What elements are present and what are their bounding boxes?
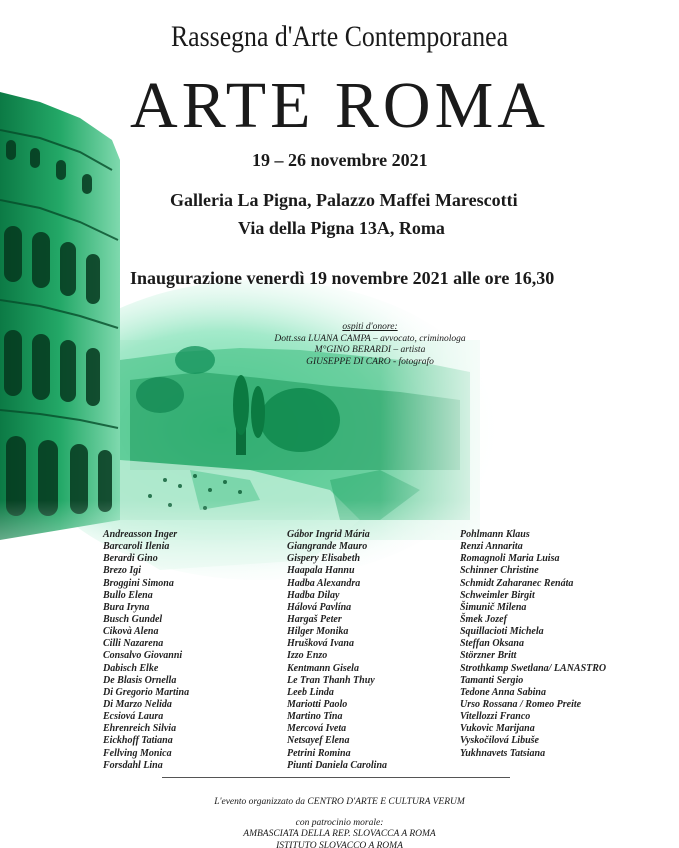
artist-name: Netsayef Elena [287, 735, 350, 747]
artist-name: Hadba Dilay [287, 589, 340, 601]
artist-name: Kentmann Gisela [287, 662, 359, 674]
artist-name: Vyskočilová Libuše [460, 735, 539, 747]
event-subtitle: Rassegna d'Arte Contemporanea [170, 20, 509, 53]
guest-line: M°GINO BERARDI – artista [314, 345, 426, 355]
guest-line: Dott.ssa LUANA CAMPA – avvocato, criminologa [274, 333, 466, 344]
organizer-line: L'evento organizzato da CENTRO D'ARTE E CULTURA VERUM [214, 797, 465, 807]
artist-name: Leeb Linda [287, 686, 334, 698]
artist-name: Hrušková Ivana [287, 638, 354, 650]
artists-column-1 [103, 529, 189, 772]
artist-name: Hargaš Peter [287, 613, 342, 625]
artist-name: Hilger Monika [287, 626, 349, 638]
artist-name: Hadba Alexandra [287, 577, 361, 589]
artist-name: Martino Tina [287, 711, 343, 723]
artist-name: Gispery Elisabeth [287, 553, 361, 565]
event-opening: Inaugurazione venerdì 19 novembre 2021 alle ore 16,30 [130, 268, 555, 288]
artist-name: Forsdahl Lina [103, 759, 163, 771]
artist-name: Fellving Monica [103, 747, 172, 759]
artist-name: Bullo Elena [103, 589, 153, 601]
artist-name: Pohlmann Klaus [460, 529, 530, 540]
artist-name: De Blasis Ornella [103, 674, 177, 686]
artist-name: Di Marzo Nelida [103, 698, 172, 710]
artist-name: Di Gregorio Martina [103, 686, 190, 698]
artist-name: Cikovà Alena [103, 626, 159, 638]
artist-name: Barcaroli Ilenia [103, 541, 170, 553]
artist-name: Šmek Jozef [460, 613, 507, 625]
artist-name: Ecsiová Laura [103, 711, 164, 723]
divider [162, 777, 510, 778]
artist-name: Ehrenreich Silvia [103, 723, 177, 735]
artist-name: Mercová Iveta [287, 723, 347, 735]
guest-line: GIUSEPPE DI CARO - fotografo [306, 356, 434, 367]
artists-column-2 [287, 529, 387, 772]
artist-name: Yukhnavets Tatsiana [460, 747, 546, 759]
artist-name: Squillacioti Michela [460, 626, 544, 638]
artist-name: Šimunič Milena [460, 601, 527, 613]
event-dates: 19 – 26 novembre 2021 [252, 150, 428, 170]
artist-name: Schweimler Birgit [460, 589, 535, 601]
patronage-line: con patrocinio morale: [295, 818, 384, 828]
artist-name: Petrini Romina [287, 747, 351, 759]
event-venue: Galleria La Pigna, Palazzo Maffei Marescotti [170, 190, 518, 210]
artist-name: Tedone Anna Sabina [460, 686, 546, 698]
artist-name: Bura Iryna [103, 601, 150, 613]
artist-name: Mariotti Paolo [287, 698, 348, 710]
artist-name: Steffan Oksana [460, 638, 524, 650]
artist-name: Piunti Daniela Carolina [287, 759, 388, 771]
institute-line: ISTITUTO SLOVACCO A ROMA [276, 841, 403, 848]
artist-name: Romagnoli Maria Luisa [460, 553, 560, 565]
artist-name: Schmidt Zaharanec Renáta [460, 577, 574, 589]
artist-name: Brezo Igi [103, 565, 142, 577]
event-address: Via della Pigna 13A, Roma [238, 218, 445, 238]
artist-name: Eickhoff Tatiana [103, 735, 173, 747]
artist-name: Busch Gundel [103, 613, 163, 625]
artist-name: Schinner Christine [460, 565, 539, 577]
artists-column-3 [460, 529, 606, 760]
artist-name: Andreasson Inger [103, 529, 178, 540]
artist-name: Störzner Britt [460, 650, 517, 662]
artist-name: Le Tran Thanh Thuy [287, 674, 375, 686]
artist-name: Cilli Nazarena [103, 638, 164, 650]
artist-name: Tamanti Sergio [460, 674, 524, 686]
artist-name: Strothkamp Swetlana/ LANASTRO [460, 662, 607, 674]
artist-name: Haapala Hannu [287, 565, 355, 577]
artist-name: Giangrande Mauro [287, 541, 368, 553]
guests-heading: ospiti d'onore: [342, 322, 398, 332]
guests-block [240, 322, 500, 368]
artist-name: Dabisch Elke [103, 662, 159, 674]
artist-name: Broggini Simona [103, 577, 174, 589]
artist-name: Hálová Pavlína [287, 601, 352, 613]
artist-name: Berardi Gino [103, 553, 158, 565]
artist-name: Vitellozzi Franco [460, 711, 531, 723]
artist-name: Vukovic Marijana [460, 723, 535, 735]
artist-name: Renzi Annarita [460, 541, 523, 553]
artist-name: Urso Rossana / Romeo Preite [460, 698, 582, 710]
embassy-line: AMBASCIATA DELLA REP. SLOVACCA A ROMA [243, 829, 436, 839]
event-title: ARTE ROMA [130, 69, 549, 142]
artist-name: Gábor Ingrid Mária [287, 529, 370, 540]
artist-name: Consalvo Giovanni [103, 650, 183, 662]
artist-name: Izzo Enzo [287, 650, 328, 662]
